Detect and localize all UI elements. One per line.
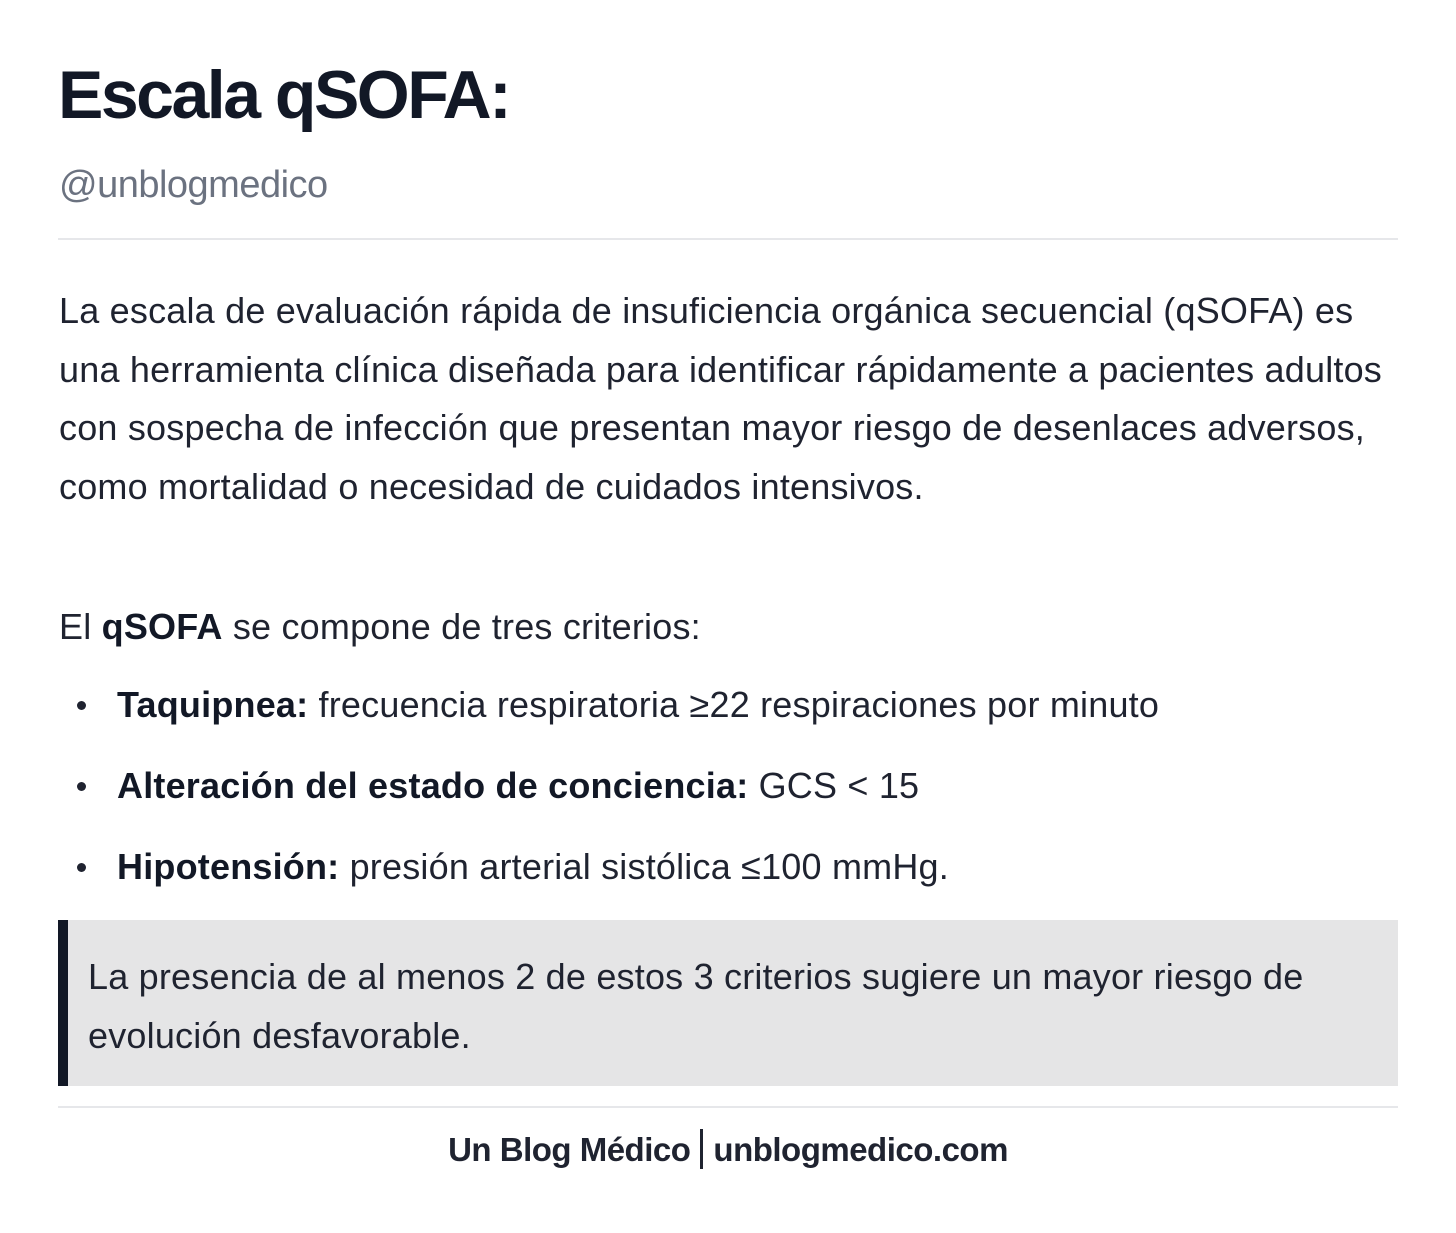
criteria-intro-bold: qSOFA <box>101 606 223 647</box>
criteria-intro-prefix: El <box>59 606 102 647</box>
criterion-tachypnea <box>58 676 1398 734</box>
bottom-divider <box>58 1106 1398 1108</box>
criterion-label: Alteración del estado de conciencia: <box>117 765 749 806</box>
criterion-consciousness <box>58 757 1398 815</box>
criterion-text: GCS < 15 <box>748 765 920 806</box>
footer-site-link[interactable]: unblogmedico.com <box>713 1131 1008 1168</box>
criterion-label: Hipotensión: <box>117 846 340 887</box>
criterion-text: presión arterial sistólica ≤100 mmHg. <box>339 846 949 887</box>
bullet-icon <box>77 863 86 872</box>
footer-brand: Un Blog Médico <box>448 1131 691 1168</box>
callout-quote <box>58 920 1398 1086</box>
criterion-text: frecuencia respiratoria ≥22 respiraciones por minuto <box>308 684 1160 725</box>
footer-separator <box>700 1129 703 1169</box>
author-handle: @unblogmedico <box>59 164 328 206</box>
intro-paragraph: La escala de evaluación rápida de insuficiencia orgánica secuencial (qSOFA) es una herramienta clínica diseñada para identificar rápidamente a pacientes adultos con sospecha de infección que presentan mayor riesgo de desenlaces adversos, como mortalidad o necesidad de cuidados intensivos. <box>59 290 1383 507</box>
bullet-icon <box>77 701 86 710</box>
top-divider <box>58 238 1398 240</box>
bullet-icon <box>77 782 86 791</box>
callout-text: La presencia de al menos 2 de estos 3 criterios sugiere un mayor riesgo de evolución desfavorable. <box>88 956 1304 1056</box>
page-title: Escala qSOFA: <box>58 57 510 133</box>
footer <box>0 1125 1456 1175</box>
criteria-intro <box>59 598 701 656</box>
criteria-list <box>58 676 1398 919</box>
criterion-label: Taquipnea: <box>117 684 309 725</box>
criteria-intro-suffix: se compone de tres criterios: <box>222 606 701 647</box>
criterion-hypotension <box>58 838 1398 896</box>
